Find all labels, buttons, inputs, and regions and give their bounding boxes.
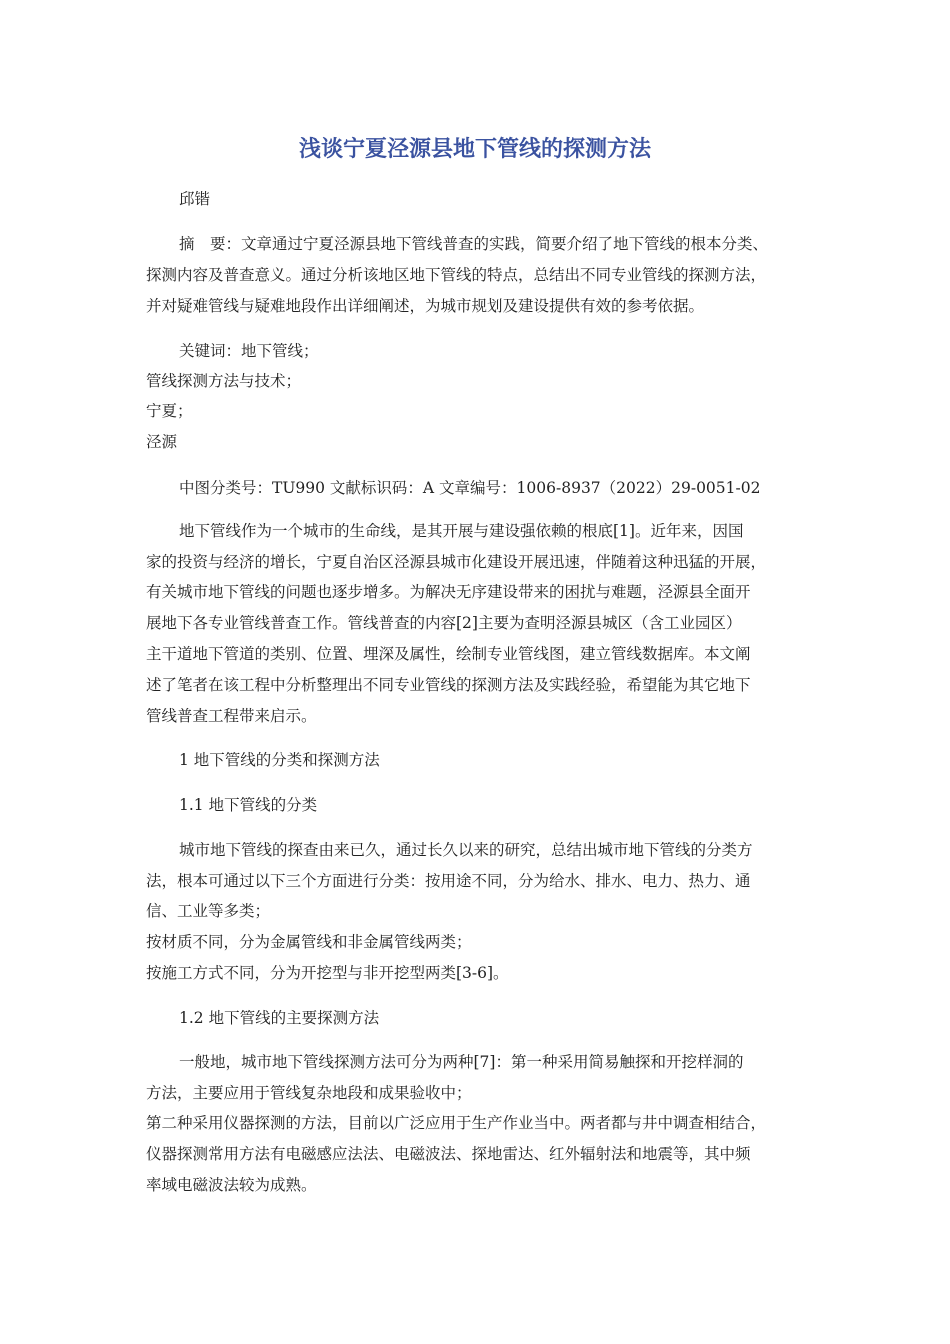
paragraph-line: 率域电磁波法较为成熟。 — [146, 1176, 317, 1194]
paragraph-line: 述了笔者在该工程中分析整理出不同专业管线的探测方法及实践经验，希望能为其它地下 — [146, 676, 751, 694]
paragraph-line: 法，根本可通过以下三个方面进行分类：按用途不同，分为给水、排水、电力、热力、通 — [146, 872, 751, 890]
keyword-line: 关键词：地下管线； — [179, 342, 319, 360]
keyword-line: 管线探测方法与技术； — [146, 372, 302, 390]
paragraph-line: 城市地下管线的探查由来已久，通过长久以来的研究，总结出城市地下管线的分类方 — [179, 841, 753, 859]
paragraph-line: 按材质不同，分为金属管线和非金属管线两类； — [146, 933, 472, 951]
classification-info: 中图分类号：TU990 文献标识码：A 文章编号：1006-8937（2022）29-0051-02 — [179, 479, 761, 497]
paragraph-line: 仪器探测常用方法有电磁感应法法、电磁波法、探地雷达、红外辐射法和地震等，其中频 — [146, 1145, 751, 1163]
article-title: 浅谈宁夏泾源县地下管线的探测方法 — [298, 137, 651, 162]
paragraph-line: 家的投资与经济的增长，宁夏自治区泾源县城市化建设开展迅速，伴随着这种迅猛的开展， — [146, 553, 767, 571]
paragraph-line: 第二种采用仪器探测的方法，目前以广泛应用于生产作业当中。两者都与井中调查相结合， — [146, 1114, 767, 1132]
author-name: 邱锴 — [179, 190, 211, 208]
paragraph-line: 方法，主要应用于管线复杂地段和成果验收中； — [146, 1084, 472, 1102]
paragraph-line: 主干道地下管道的类别、位置、埋深及属性，绘制专业管线图，建立管线数据库。本文阐 — [146, 645, 751, 663]
paragraph-line: 有关城市地下管线的问题也逐步增多。为解决无序建设带来的困扰与难题，泾源县全面开 — [146, 583, 751, 601]
section-heading-1-1: 1.1 地下管线的分类 — [179, 796, 318, 814]
paragraph-line: 按施工方式不同，分为开挖型与非开挖型两类[3-6]。 — [146, 964, 509, 982]
section-heading-1-2: 1.2 地下管线的主要探测方法 — [179, 1009, 380, 1027]
keyword-line: 泾源 — [146, 433, 178, 451]
paragraph-line: 展地下各专业管线普查工作。管线普查的内容[2]主要为查明泾源县城区（含工业园区） — [146, 614, 742, 632]
paragraph-line: 管线普查工程带来启示。 — [146, 707, 317, 725]
abstract-line: 摘 要：文章通过宁夏泾源县地下管线普查的实践，简要介绍了地下管线的根本分类、 — [179, 235, 769, 253]
paragraph-line: 一般地，城市地下管线探测方法可分为两种[7]：第一种采用简易触探和开挖样洞的 — [179, 1053, 744, 1071]
keyword-line: 宁夏； — [146, 402, 193, 420]
section-heading-1: 1 地下管线的分类和探测方法 — [179, 751, 380, 769]
abstract-line: 探测内容及普查意义。通过分析该地区地下管线的特点，总结出不同专业管线的探测方法， — [146, 266, 767, 284]
paragraph-line: 信、工业等多类； — [146, 902, 271, 920]
paragraph-line: 地下管线作为一个城市的生命线，是其开展与建设强依赖的根底[1]。近年来，因国 — [179, 522, 744, 540]
abstract-line: 并对疑难管线与疑难地段作出详细阐述，为城市规划及建设提供有效的参考依据。 — [146, 297, 705, 315]
